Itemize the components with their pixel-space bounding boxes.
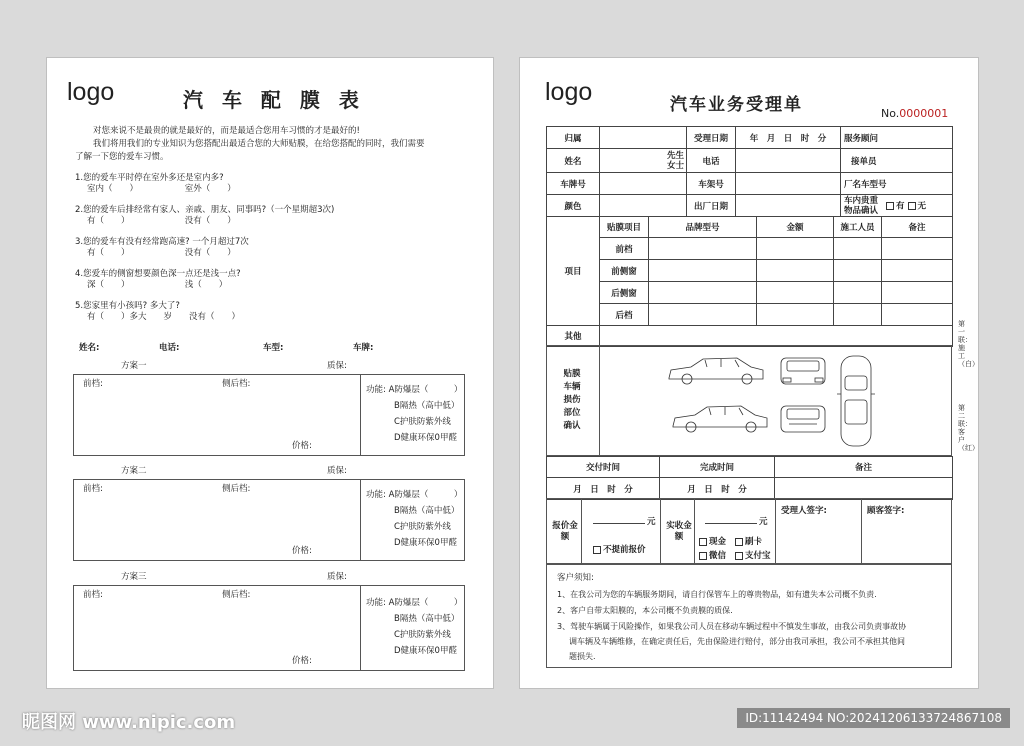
function-b: B隔热（高中低） bbox=[394, 506, 460, 516]
divider bbox=[599, 346, 600, 455]
function-d: D健康环保0甲醛 bbox=[394, 433, 457, 443]
cell[interactable] bbox=[757, 304, 834, 326]
cell[interactable] bbox=[757, 260, 834, 282]
question: 5.您家里有小孩吗? 多大了? bbox=[75, 301, 180, 311]
valuables-label: 车内贵重物品确认 bbox=[844, 195, 879, 216]
notice-line: 1、在我公司为您的车辆服务期间，请自行保管车上的尊贵物品，如有遗失本公司概不负责. bbox=[557, 590, 877, 599]
divider bbox=[360, 375, 361, 455]
yes-label: 有 bbox=[896, 201, 905, 211]
cell[interactable] bbox=[882, 238, 953, 260]
answer-options: 深（ ） 浅（ ） bbox=[87, 280, 228, 290]
service-acceptance-form bbox=[519, 57, 979, 689]
left-logo: logo bbox=[67, 78, 115, 106]
front-label: 前档: bbox=[83, 484, 103, 494]
phone-value[interactable] bbox=[736, 149, 841, 173]
cell[interactable] bbox=[834, 304, 882, 326]
divider bbox=[360, 586, 361, 670]
form-header-table bbox=[546, 126, 953, 217]
answer-options: 有（ ）多大 岁 没有（ ） bbox=[87, 312, 241, 322]
other-value[interactable] bbox=[600, 326, 953, 347]
function-a: 功能: A防爆层（ ） bbox=[366, 385, 463, 395]
cell[interactable] bbox=[649, 260, 757, 282]
form-number bbox=[881, 107, 948, 120]
plan-box bbox=[73, 374, 465, 456]
function-c: C护肤防紫外线 bbox=[394, 630, 451, 640]
damage-label-line: 车辆 bbox=[563, 382, 581, 392]
notice-title: 客户须知: bbox=[557, 573, 594, 583]
question: 1.您的爱车平时停在室外多还是室内多? bbox=[75, 173, 224, 183]
remark-value[interactable] bbox=[775, 478, 953, 500]
receiver-label: 接单员 bbox=[841, 149, 953, 173]
madam-option: 女士 bbox=[666, 160, 684, 171]
advisor-label: 服务顾问 bbox=[841, 127, 953, 149]
number-value: 0000001 bbox=[899, 107, 949, 120]
plan-title: 方案三 bbox=[121, 572, 147, 582]
notice-line: 调车辆及车辆维修，在确定责任后，先由保险进行赔付，部分由我司承担，我公司不承担其他间 bbox=[569, 637, 905, 646]
card-checkbox[interactable] bbox=[735, 538, 743, 546]
side-label: 侧后档: bbox=[222, 379, 251, 389]
function-b: B隔热（高中低） bbox=[394, 401, 460, 411]
no-label: 无 bbox=[917, 201, 927, 211]
function-a: 功能: A防爆层（ ） bbox=[366, 598, 463, 608]
item-row-label: 后档 bbox=[600, 304, 649, 326]
cell[interactable] bbox=[649, 238, 757, 260]
damage-label bbox=[557, 368, 587, 433]
vin-value[interactable] bbox=[736, 173, 841, 195]
no-raise-checkbox[interactable] bbox=[593, 546, 601, 554]
notice-line: 题损失. bbox=[569, 652, 596, 661]
right-logo: logo bbox=[545, 78, 593, 106]
belong-label: 归属 bbox=[547, 127, 600, 149]
function-b: B隔热（高中低） bbox=[394, 614, 460, 624]
factory-date-label: 出厂日期 bbox=[687, 195, 736, 217]
left-title: 汽 车 配 膜 表 bbox=[183, 88, 365, 112]
no-raise-label: 不提前报价 bbox=[603, 545, 646, 555]
complete-time-value[interactable]: 月 日 时 分 bbox=[660, 478, 775, 500]
function-d: D健康环保0甲醛 bbox=[394, 538, 457, 548]
price-label: 价格: bbox=[292, 441, 312, 451]
accept-date-value[interactable]: 年 月 日 时 分 bbox=[736, 127, 841, 149]
divider bbox=[694, 499, 695, 563]
plate-label: 车牌号 bbox=[547, 173, 600, 195]
intro-line: 对您来说不是最贵的就是最好的，而是最适合您用车习惯的才是最好的! bbox=[93, 126, 360, 136]
yes-checkbox[interactable] bbox=[886, 202, 894, 210]
damage-section bbox=[546, 345, 952, 456]
price-section bbox=[546, 498, 952, 564]
divider bbox=[861, 499, 862, 563]
cash-option[interactable] bbox=[699, 535, 726, 547]
name-label: 姓名: bbox=[79, 343, 100, 353]
cash-checkbox[interactable] bbox=[699, 538, 707, 546]
answer-options: 有（ ） 没有（ ） bbox=[87, 248, 236, 258]
cell[interactable] bbox=[882, 260, 953, 282]
intro-line: 我们将用我们的专业知识为您搭配出最适合您的大师贴膜，在给您搭配的同时，我们需要 bbox=[93, 139, 425, 149]
question: 2.您的爱车后排经常有家人、亲戚、朋友、同事吗?（一个星期超3次) bbox=[75, 205, 335, 215]
cell[interactable] bbox=[834, 260, 882, 282]
number-label: No. bbox=[881, 107, 900, 120]
phone-label: 电话: bbox=[159, 343, 180, 353]
phone-label: 电话 bbox=[687, 149, 736, 173]
card-option[interactable] bbox=[735, 535, 762, 547]
sir-option: 先生 bbox=[666, 150, 684, 161]
divider bbox=[581, 499, 582, 563]
no-raise-option[interactable] bbox=[593, 543, 646, 555]
divider bbox=[360, 480, 361, 560]
warranty-label: 质保: bbox=[327, 361, 347, 371]
answer-options: 有（ ） 没有（ ） bbox=[87, 216, 236, 226]
copy-note-2: 第二联：客户（红） bbox=[958, 404, 979, 452]
actual-label: 实收金额 bbox=[666, 521, 692, 542]
wechat-checkbox[interactable] bbox=[699, 552, 707, 560]
plan-box bbox=[73, 479, 465, 561]
receiver-sign-label: 受理人签字: bbox=[781, 506, 827, 516]
alipay-label: 支付宝 bbox=[745, 551, 771, 561]
model-label: 车型: bbox=[263, 343, 284, 353]
item-row-label: 前侧窗 bbox=[600, 260, 649, 282]
alipay-option[interactable] bbox=[735, 549, 771, 561]
factory-date-value[interactable] bbox=[736, 195, 841, 217]
function-a: 功能: A防爆层（ ） bbox=[366, 490, 463, 500]
items-header: 贴膜项目 bbox=[600, 217, 649, 238]
car-diagram-icon[interactable] bbox=[667, 354, 887, 450]
color-value[interactable] bbox=[600, 195, 687, 217]
remark-label: 备注 bbox=[775, 457, 953, 478]
name-label: 姓名 bbox=[547, 149, 600, 173]
quote-label: 报价金额 bbox=[552, 521, 578, 542]
color-label: 颜色 bbox=[547, 195, 600, 217]
other-label: 其他 bbox=[547, 326, 600, 347]
wechat-label: 微信 bbox=[709, 551, 727, 561]
answer-options: 室内（ ） 室外（ ） bbox=[87, 184, 236, 194]
plan-box bbox=[73, 585, 465, 671]
alipay-checkbox[interactable] bbox=[735, 552, 743, 560]
divider bbox=[775, 499, 776, 563]
right-title: 汽车业务受理单 bbox=[670, 95, 803, 115]
damage-label-line: 损伤 bbox=[563, 395, 581, 405]
complete-time-label: 完成时间 bbox=[660, 457, 775, 478]
damage-label-line: 部位 bbox=[563, 408, 581, 418]
intro-line: 了解一下您的爱车习惯。 bbox=[75, 152, 169, 162]
actual-yuan: 元 bbox=[759, 517, 768, 527]
cell[interactable] bbox=[882, 282, 953, 304]
side-label: 侧后档: bbox=[222, 590, 251, 600]
items-header: 金额 bbox=[757, 217, 834, 238]
accept-date-label: 受理日期 bbox=[687, 127, 736, 149]
cash-label: 现金 bbox=[709, 537, 727, 547]
price-label: 价格: bbox=[292, 546, 312, 556]
actual-input-line[interactable] bbox=[705, 523, 757, 524]
items-table bbox=[546, 216, 953, 347]
notice-box bbox=[546, 564, 952, 668]
item-row-label: 前档 bbox=[600, 238, 649, 260]
watermark: 昵图网 www.nipic.com bbox=[22, 712, 236, 733]
function-d: D健康环保0甲醛 bbox=[394, 646, 457, 656]
question: 4.您爱车的侧窗想要颜色深一点还是浅一点? bbox=[75, 269, 241, 279]
price-label: 价格: bbox=[292, 656, 312, 666]
function-c: C护肤防紫外线 bbox=[394, 522, 451, 532]
no-checkbox[interactable] bbox=[908, 202, 916, 210]
quote-input-line[interactable] bbox=[593, 523, 645, 524]
divider bbox=[660, 499, 661, 563]
cell[interactable] bbox=[757, 282, 834, 304]
plan-title: 方案一 bbox=[121, 361, 147, 371]
deliver-time-label: 交付时间 bbox=[547, 457, 660, 478]
copy-note-1: 第一联：施工（白） bbox=[958, 320, 979, 368]
gender-options[interactable] bbox=[600, 149, 687, 173]
items-header: 品牌型号 bbox=[649, 217, 757, 238]
quote-yuan: 元 bbox=[647, 517, 656, 527]
item-row-label: 后侧窗 bbox=[600, 282, 649, 304]
notice-line: 2、客户自带太阳膜的，本公司概不负责膜的质保. bbox=[557, 606, 733, 615]
deliver-time-value[interactable]: 月 日 时 分 bbox=[547, 478, 660, 500]
warranty-label: 质保: bbox=[327, 572, 347, 582]
image-id: ID:11142494 NO:20241206133724867108 bbox=[737, 708, 1010, 728]
items-header: 施工人员 bbox=[834, 217, 882, 238]
damage-label-line: 贴膜 bbox=[563, 369, 581, 379]
owner-model-label: 厂名车型号 bbox=[841, 173, 953, 195]
delivery-table bbox=[546, 456, 953, 500]
footer-bar bbox=[0, 702, 1024, 746]
cell[interactable] bbox=[882, 304, 953, 326]
items-label: 项目 bbox=[547, 217, 600, 326]
front-label: 前档: bbox=[83, 379, 103, 389]
damage-label-line: 确认 bbox=[563, 421, 581, 431]
question: 3.您的爱车有没有经常跑高速? 一个月超过7次 bbox=[75, 237, 249, 247]
film-config-form bbox=[46, 57, 494, 689]
card-label: 刷卡 bbox=[745, 537, 763, 547]
notice-line: 3、驾驶车辆属于风险操作，如果我公司人员在移动车辆过程中不慎发生事故，由我公司负责事故协 bbox=[557, 622, 907, 631]
plan-title: 方案二 bbox=[121, 466, 147, 476]
cell[interactable] bbox=[757, 238, 834, 260]
side-label: 侧后档: bbox=[222, 484, 251, 494]
customer-sign-label: 顾客签字: bbox=[867, 506, 905, 516]
function-c: C护肤防紫外线 bbox=[394, 417, 451, 427]
cell[interactable] bbox=[649, 304, 757, 326]
wechat-option[interactable] bbox=[699, 549, 726, 561]
vin-label: 车架号 bbox=[687, 173, 736, 195]
cell[interactable] bbox=[834, 238, 882, 260]
warranty-label: 质保: bbox=[327, 466, 347, 476]
plate-label: 车牌: bbox=[353, 343, 374, 353]
valuables-row bbox=[841, 195, 953, 217]
plate-value[interactable] bbox=[600, 173, 687, 195]
front-label: 前档: bbox=[83, 590, 103, 600]
belong-value[interactable] bbox=[600, 127, 687, 149]
items-header: 备注 bbox=[882, 217, 953, 238]
cell[interactable] bbox=[649, 282, 757, 304]
cell[interactable] bbox=[834, 282, 882, 304]
